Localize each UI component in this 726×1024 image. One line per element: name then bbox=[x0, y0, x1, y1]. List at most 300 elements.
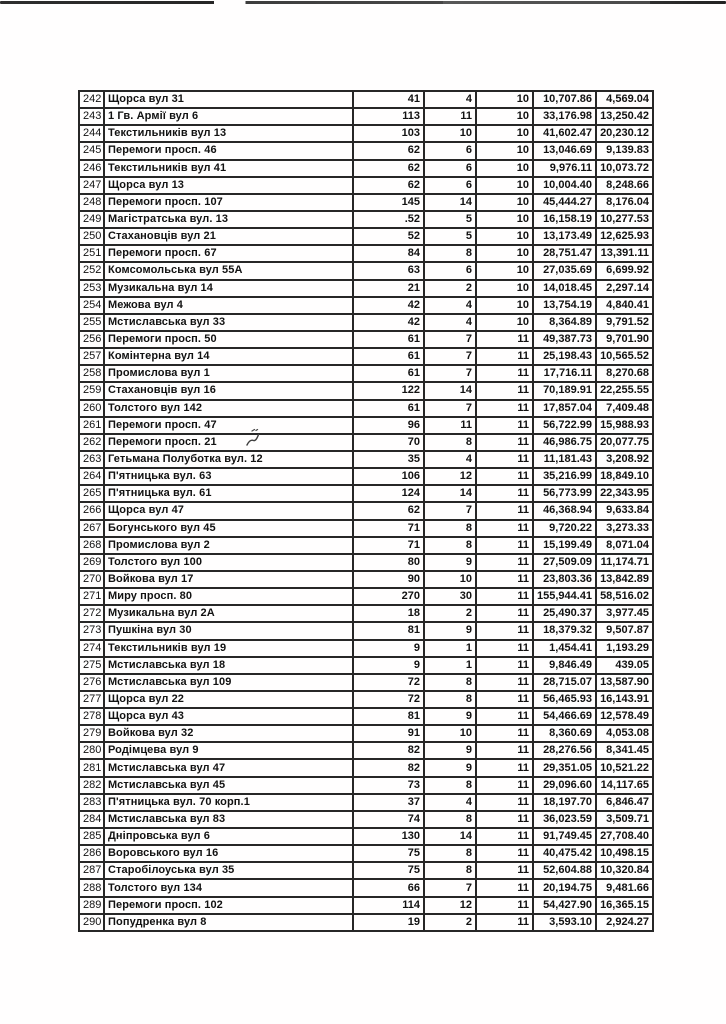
amount1-cell: 27,035.69 bbox=[533, 262, 596, 279]
amount2-cell: 6,846.47 bbox=[596, 794, 653, 811]
table-row bbox=[79, 828, 653, 845]
value3-cell: 11 bbox=[476, 845, 533, 862]
table-row bbox=[79, 331, 653, 348]
value3-cell: 10 bbox=[476, 194, 533, 211]
amount1-cell: 17,716.11 bbox=[533, 365, 596, 382]
amount1-cell: 25,198.43 bbox=[533, 348, 596, 365]
address-cell: Богунського вул 45 bbox=[104, 520, 353, 537]
table-row bbox=[79, 914, 653, 931]
address-cell: Старобілоуська вул 35 bbox=[104, 862, 353, 879]
amount1-cell: 9,720.22 bbox=[533, 520, 596, 537]
value1-cell: 72 bbox=[353, 674, 424, 691]
table-row bbox=[79, 280, 653, 297]
row-number-cell: 289 bbox=[79, 897, 104, 914]
value1-cell: 130 bbox=[353, 828, 424, 845]
value2-cell: 7 bbox=[424, 348, 476, 365]
row-number-cell: 268 bbox=[79, 537, 104, 554]
table-row bbox=[79, 794, 653, 811]
value3-cell: 11 bbox=[476, 554, 533, 571]
value3-cell: 11 bbox=[476, 691, 533, 708]
address-cell: П'ятницька вул. 70 корп.1 bbox=[104, 794, 353, 811]
value2-cell: 11 bbox=[424, 417, 476, 434]
value2-cell: 8 bbox=[424, 862, 476, 879]
value3-cell: 11 bbox=[476, 520, 533, 537]
row-number-cell: 283 bbox=[79, 794, 104, 811]
amount2-cell: 9,139.83 bbox=[596, 142, 653, 159]
table-row bbox=[79, 708, 653, 725]
value3-cell: 11 bbox=[476, 879, 533, 896]
row-number-cell: 266 bbox=[79, 502, 104, 519]
amount1-cell: 9,846.49 bbox=[533, 657, 596, 674]
amount1-cell: 18,197.70 bbox=[533, 794, 596, 811]
amount1-cell: 13,173.49 bbox=[533, 228, 596, 245]
value2-cell: 14 bbox=[424, 828, 476, 845]
table-row bbox=[79, 674, 653, 691]
table-row bbox=[79, 142, 653, 159]
address-cell: П'ятницька вул. 63 bbox=[104, 468, 353, 485]
amount2-cell: 8,248.66 bbox=[596, 177, 653, 194]
row-number-cell: 243 bbox=[79, 108, 104, 125]
amount1-cell: 70,189.91 bbox=[533, 382, 596, 399]
value1-cell: 82 bbox=[353, 742, 424, 759]
row-number-cell: 260 bbox=[79, 400, 104, 417]
address-cell: Мстиславська вул 109 bbox=[104, 674, 353, 691]
row-number-cell: 271 bbox=[79, 588, 104, 605]
amount1-cell: 8,360.69 bbox=[533, 725, 596, 742]
row-number-cell: 275 bbox=[79, 657, 104, 674]
row-number-cell: 248 bbox=[79, 194, 104, 211]
table-row bbox=[79, 571, 653, 588]
value2-cell: 14 bbox=[424, 382, 476, 399]
address-cell: Магістратська вул. 13 bbox=[104, 211, 353, 228]
value3-cell: 10 bbox=[476, 91, 533, 108]
amount1-cell: 155,944.41 bbox=[533, 588, 596, 605]
table-row bbox=[79, 605, 653, 622]
row-number-cell: 279 bbox=[79, 725, 104, 742]
row-number-cell: 250 bbox=[79, 228, 104, 245]
table-row bbox=[79, 691, 653, 708]
amount2-cell: 3,273.33 bbox=[596, 520, 653, 537]
address-cell: Миру просп. 80 bbox=[104, 588, 353, 605]
address-cell: Попудренка вул 8 bbox=[104, 914, 353, 931]
amount1-cell: 52,604.88 bbox=[533, 862, 596, 879]
table-row bbox=[79, 640, 653, 657]
row-number-cell: 274 bbox=[79, 640, 104, 657]
value3-cell: 11 bbox=[476, 348, 533, 365]
value1-cell: 19 bbox=[353, 914, 424, 931]
table-row bbox=[79, 160, 653, 177]
address-cell: Текстильників вул 41 bbox=[104, 160, 353, 177]
address-cell: Перемоги просп. 67 bbox=[104, 245, 353, 262]
value1-cell: 37 bbox=[353, 794, 424, 811]
amount1-cell: 29,096.60 bbox=[533, 777, 596, 794]
table-row bbox=[79, 554, 653, 571]
amount1-cell: 91,749.45 bbox=[533, 828, 596, 845]
row-number-cell: 267 bbox=[79, 520, 104, 537]
table-row bbox=[79, 879, 653, 896]
value3-cell: 11 bbox=[476, 485, 533, 502]
value1-cell: 35 bbox=[353, 451, 424, 468]
value2-cell: 14 bbox=[424, 194, 476, 211]
value2-cell: 12 bbox=[424, 468, 476, 485]
amount1-cell: 45,444.27 bbox=[533, 194, 596, 211]
address-cell: Перемоги просп. 46 bbox=[104, 142, 353, 159]
value1-cell: 52 bbox=[353, 228, 424, 245]
value1-cell: 114 bbox=[353, 897, 424, 914]
row-number-cell: 242 bbox=[79, 91, 104, 108]
row-number-cell: 278 bbox=[79, 708, 104, 725]
amount2-cell: 4,840.41 bbox=[596, 297, 653, 314]
amount2-cell: 20,230.12 bbox=[596, 125, 653, 142]
amount1-cell: 3,593.10 bbox=[533, 914, 596, 931]
row-number-cell: 262 bbox=[79, 434, 104, 451]
value2-cell: 5 bbox=[424, 211, 476, 228]
value1-cell: 81 bbox=[353, 622, 424, 639]
value3-cell: 11 bbox=[476, 331, 533, 348]
address-cell: Щорса вул 31 bbox=[104, 91, 353, 108]
value2-cell: 8 bbox=[424, 537, 476, 554]
row-number-cell: 253 bbox=[79, 280, 104, 297]
table-row bbox=[79, 177, 653, 194]
value2-cell: 2 bbox=[424, 280, 476, 297]
amount2-cell: 20,077.75 bbox=[596, 434, 653, 451]
value2-cell: 7 bbox=[424, 400, 476, 417]
amount1-cell: 15,199.49 bbox=[533, 537, 596, 554]
address-cell: Мстиславська вул 83 bbox=[104, 811, 353, 828]
value2-cell: 7 bbox=[424, 331, 476, 348]
amount2-cell: 9,791.52 bbox=[596, 314, 653, 331]
amount1-cell: 13,754.19 bbox=[533, 297, 596, 314]
amount2-cell: 8,341.45 bbox=[596, 742, 653, 759]
address-cell: Пушкіна вул 30 bbox=[104, 622, 353, 639]
value1-cell: 63 bbox=[353, 262, 424, 279]
amount2-cell: 6,699.92 bbox=[596, 262, 653, 279]
value2-cell: 2 bbox=[424, 914, 476, 931]
address-cell: Толстого вул 142 bbox=[104, 400, 353, 417]
value3-cell: 11 bbox=[476, 382, 533, 399]
amount1-cell: 16,158.19 bbox=[533, 211, 596, 228]
amount2-cell: 1,193.29 bbox=[596, 640, 653, 657]
table-row bbox=[79, 365, 653, 382]
amount1-cell: 28,276.56 bbox=[533, 742, 596, 759]
value2-cell: 6 bbox=[424, 160, 476, 177]
value3-cell: 11 bbox=[476, 365, 533, 382]
amount1-cell: 25,490.37 bbox=[533, 605, 596, 622]
value3-cell: 10 bbox=[476, 108, 533, 125]
value2-cell: 10 bbox=[424, 725, 476, 742]
value3-cell: 11 bbox=[476, 725, 533, 742]
address-cell: Музикальна вул 14 bbox=[104, 280, 353, 297]
value3-cell: 10 bbox=[476, 142, 533, 159]
table-row bbox=[79, 245, 653, 262]
address-cell: П'ятницька вул. 61 bbox=[104, 485, 353, 502]
amount2-cell: 10,277.53 bbox=[596, 211, 653, 228]
address-cell: Стахановців вул 21 bbox=[104, 228, 353, 245]
amount2-cell: 10,073.72 bbox=[596, 160, 653, 177]
table-row bbox=[79, 742, 653, 759]
table-row bbox=[79, 777, 653, 794]
value1-cell: 18 bbox=[353, 605, 424, 622]
address-cell: Текстильників вул 19 bbox=[104, 640, 353, 657]
address-cell: Войкова вул 17 bbox=[104, 571, 353, 588]
amount1-cell: 29,351.05 bbox=[533, 759, 596, 776]
amount2-cell: 11,174.71 bbox=[596, 554, 653, 571]
amount1-cell: 27,509.09 bbox=[533, 554, 596, 571]
table-row bbox=[79, 417, 653, 434]
value1-cell: 62 bbox=[353, 160, 424, 177]
value2-cell: 8 bbox=[424, 434, 476, 451]
value1-cell: 145 bbox=[353, 194, 424, 211]
address-cell: Щорса вул 43 bbox=[104, 708, 353, 725]
row-number-cell: 247 bbox=[79, 177, 104, 194]
amount1-cell: 1,454.41 bbox=[533, 640, 596, 657]
amount1-cell: 46,368.94 bbox=[533, 502, 596, 519]
value3-cell: 11 bbox=[476, 417, 533, 434]
address-cell: Перемоги просп. 47 bbox=[104, 417, 353, 434]
value3-cell: 10 bbox=[476, 160, 533, 177]
address-cell: Войкова вул 32 bbox=[104, 725, 353, 742]
row-number-cell: 256 bbox=[79, 331, 104, 348]
table-row bbox=[79, 125, 653, 142]
amount1-cell: 18,379.32 bbox=[533, 622, 596, 639]
value1-cell: 90 bbox=[353, 571, 424, 588]
value3-cell: 11 bbox=[476, 657, 533, 674]
value1-cell: 71 bbox=[353, 537, 424, 554]
table-row bbox=[79, 657, 653, 674]
value1-cell: 75 bbox=[353, 862, 424, 879]
value1-cell: 96 bbox=[353, 417, 424, 434]
value2-cell: 9 bbox=[424, 742, 476, 759]
value1-cell: 61 bbox=[353, 331, 424, 348]
value1-cell: 91 bbox=[353, 725, 424, 742]
row-number-cell: 288 bbox=[79, 879, 104, 896]
table-row bbox=[79, 228, 653, 245]
amount2-cell: 10,521.22 bbox=[596, 759, 653, 776]
amount2-cell: 27,708.40 bbox=[596, 828, 653, 845]
value1-cell: 80 bbox=[353, 554, 424, 571]
value3-cell: 10 bbox=[476, 297, 533, 314]
amount2-cell: 13,587.90 bbox=[596, 674, 653, 691]
table-row bbox=[79, 314, 653, 331]
row-number-cell: 276 bbox=[79, 674, 104, 691]
amount2-cell: 10,320.84 bbox=[596, 862, 653, 879]
address-cell: Мстиславська вул 47 bbox=[104, 759, 353, 776]
amount2-cell: 13,250.42 bbox=[596, 108, 653, 125]
value1-cell: 62 bbox=[353, 142, 424, 159]
value1-cell: 61 bbox=[353, 348, 424, 365]
amount2-cell: 13,842.89 bbox=[596, 571, 653, 588]
table-body bbox=[79, 91, 653, 931]
value1-cell: 82 bbox=[353, 759, 424, 776]
amount1-cell: 23,803.36 bbox=[533, 571, 596, 588]
value3-cell: 10 bbox=[476, 262, 533, 279]
address-cell: Дніпровська вул 6 bbox=[104, 828, 353, 845]
value3-cell: 11 bbox=[476, 640, 533, 657]
value3-cell: 11 bbox=[476, 708, 533, 725]
address-cell: Межова вул 4 bbox=[104, 297, 353, 314]
amount1-cell: 46,986.75 bbox=[533, 434, 596, 451]
value1-cell: 71 bbox=[353, 520, 424, 537]
amount1-cell: 20,194.75 bbox=[533, 879, 596, 896]
value1-cell: 62 bbox=[353, 502, 424, 519]
table-row bbox=[79, 811, 653, 828]
value2-cell: 14 bbox=[424, 485, 476, 502]
amount1-cell: 40,475.42 bbox=[533, 845, 596, 862]
amount1-cell: 56,465.93 bbox=[533, 691, 596, 708]
value2-cell: 9 bbox=[424, 622, 476, 639]
value2-cell: 8 bbox=[424, 245, 476, 262]
value2-cell: 7 bbox=[424, 879, 476, 896]
value3-cell: 11 bbox=[476, 674, 533, 691]
address-cell: Музикальна вул 2А bbox=[104, 605, 353, 622]
table-row bbox=[79, 897, 653, 914]
value2-cell: 8 bbox=[424, 674, 476, 691]
value1-cell: 270 bbox=[353, 588, 424, 605]
row-number-cell: 270 bbox=[79, 571, 104, 588]
value3-cell: 11 bbox=[476, 742, 533, 759]
amount2-cell: 439.05 bbox=[596, 657, 653, 674]
value2-cell: 4 bbox=[424, 314, 476, 331]
amount2-cell: 22,255.55 bbox=[596, 382, 653, 399]
table-row bbox=[79, 725, 653, 742]
row-number-cell: 286 bbox=[79, 845, 104, 862]
value3-cell: 11 bbox=[476, 434, 533, 451]
value2-cell: 11 bbox=[424, 108, 476, 125]
row-number-cell: 282 bbox=[79, 777, 104, 794]
address-cell: 1 Гв. Армії вул 6 bbox=[104, 108, 353, 125]
amount2-cell: 16,143.91 bbox=[596, 691, 653, 708]
value2-cell: 4 bbox=[424, 794, 476, 811]
table-row bbox=[79, 845, 653, 862]
amount2-cell: 9,507.87 bbox=[596, 622, 653, 639]
value3-cell: 11 bbox=[476, 759, 533, 776]
row-number-cell: 265 bbox=[79, 485, 104, 502]
value1-cell: 124 bbox=[353, 485, 424, 502]
table-row bbox=[79, 537, 653, 554]
value1-cell: 75 bbox=[353, 845, 424, 862]
address-data-table bbox=[78, 90, 654, 932]
row-number-cell: 290 bbox=[79, 914, 104, 931]
table-row bbox=[79, 759, 653, 776]
table-row bbox=[79, 108, 653, 125]
row-number-cell: 263 bbox=[79, 451, 104, 468]
value3-cell: 10 bbox=[476, 211, 533, 228]
value1-cell: 106 bbox=[353, 468, 424, 485]
address-cell: Щорса вул 47 bbox=[104, 502, 353, 519]
row-number-cell: 258 bbox=[79, 365, 104, 382]
table-row bbox=[79, 297, 653, 314]
value3-cell: 11 bbox=[476, 777, 533, 794]
value1-cell: 73 bbox=[353, 777, 424, 794]
value3-cell: 10 bbox=[476, 177, 533, 194]
value3-cell: 10 bbox=[476, 125, 533, 142]
value2-cell: 4 bbox=[424, 91, 476, 108]
row-number-cell: 277 bbox=[79, 691, 104, 708]
row-number-cell: 261 bbox=[79, 417, 104, 434]
row-number-cell: 259 bbox=[79, 382, 104, 399]
value3-cell: 11 bbox=[476, 897, 533, 914]
amount2-cell: 2,924.27 bbox=[596, 914, 653, 931]
value2-cell: 8 bbox=[424, 777, 476, 794]
amount1-cell: 49,387.73 bbox=[533, 331, 596, 348]
address-cell: Мстиславська вул 18 bbox=[104, 657, 353, 674]
value1-cell: 81 bbox=[353, 708, 424, 725]
value1-cell: 113 bbox=[353, 108, 424, 125]
row-number-cell: 257 bbox=[79, 348, 104, 365]
amount1-cell: 56,773.99 bbox=[533, 485, 596, 502]
address-cell: Перемоги просп. 107 bbox=[104, 194, 353, 211]
amount2-cell: 13,391.11 bbox=[596, 245, 653, 262]
row-number-cell: 251 bbox=[79, 245, 104, 262]
address-cell: Толстого вул 100 bbox=[104, 554, 353, 571]
value2-cell: 9 bbox=[424, 708, 476, 725]
address-cell: Текстильників вул 13 bbox=[104, 125, 353, 142]
value1-cell: 84 bbox=[353, 245, 424, 262]
value2-cell: 9 bbox=[424, 759, 476, 776]
amount1-cell: 28,715.07 bbox=[533, 674, 596, 691]
value2-cell: 8 bbox=[424, 811, 476, 828]
amount1-cell: 14,018.45 bbox=[533, 280, 596, 297]
amount1-cell: 35,216.99 bbox=[533, 468, 596, 485]
amount2-cell: 8,071.04 bbox=[596, 537, 653, 554]
value1-cell: 62 bbox=[353, 177, 424, 194]
value2-cell: 8 bbox=[424, 845, 476, 862]
table-row bbox=[79, 262, 653, 279]
table-row bbox=[79, 434, 653, 451]
amount2-cell: 9,633.84 bbox=[596, 502, 653, 519]
value1-cell: .52 bbox=[353, 211, 424, 228]
value2-cell: 2 bbox=[424, 605, 476, 622]
value3-cell: 10 bbox=[476, 245, 533, 262]
amount1-cell: 10,004.40 bbox=[533, 177, 596, 194]
value2-cell: 1 bbox=[424, 657, 476, 674]
value2-cell: 6 bbox=[424, 177, 476, 194]
amount2-cell: 15,988.93 bbox=[596, 417, 653, 434]
value3-cell: 10 bbox=[476, 228, 533, 245]
address-cell: Мстиславська вул 45 bbox=[104, 777, 353, 794]
value3-cell: 11 bbox=[476, 622, 533, 639]
table-row bbox=[79, 348, 653, 365]
row-number-cell: 254 bbox=[79, 297, 104, 314]
amount1-cell: 33,176.98 bbox=[533, 108, 596, 125]
value3-cell: 11 bbox=[476, 811, 533, 828]
value1-cell: 122 bbox=[353, 382, 424, 399]
amount2-cell: 16,365.15 bbox=[596, 897, 653, 914]
row-number-cell: 246 bbox=[79, 160, 104, 177]
address-cell: Воровського вул 16 bbox=[104, 845, 353, 862]
value3-cell: 11 bbox=[476, 588, 533, 605]
row-number-cell: 269 bbox=[79, 554, 104, 571]
address-cell: Щорса вул 13 bbox=[104, 177, 353, 194]
value3-cell: 11 bbox=[476, 862, 533, 879]
value3-cell: 11 bbox=[476, 794, 533, 811]
amount2-cell: 3,509.71 bbox=[596, 811, 653, 828]
value3-cell: 11 bbox=[476, 571, 533, 588]
address-cell: Родімцева вул 9 bbox=[104, 742, 353, 759]
amount2-cell: 22,343.95 bbox=[596, 485, 653, 502]
amount2-cell: 9,701.90 bbox=[596, 331, 653, 348]
value3-cell: 11 bbox=[476, 502, 533, 519]
table-row bbox=[79, 502, 653, 519]
row-number-cell: 280 bbox=[79, 742, 104, 759]
amount1-cell: 11,181.43 bbox=[533, 451, 596, 468]
table-row bbox=[79, 622, 653, 639]
value2-cell: 10 bbox=[424, 571, 476, 588]
row-number-cell: 281 bbox=[79, 759, 104, 776]
address-cell: Промислова вул 1 bbox=[104, 365, 353, 382]
table-row bbox=[79, 468, 653, 485]
row-number-cell: 284 bbox=[79, 811, 104, 828]
